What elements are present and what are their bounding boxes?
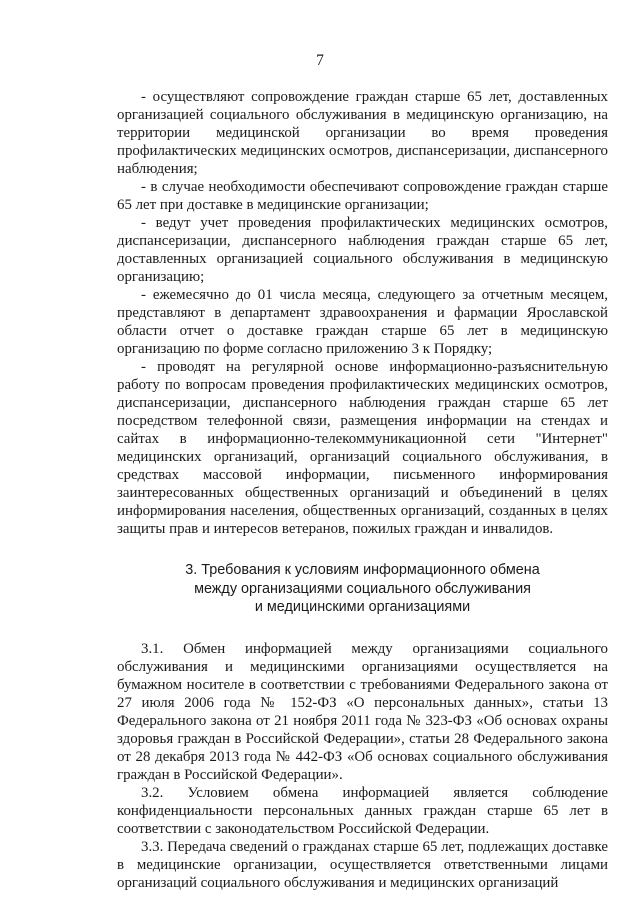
- bullet-paragraph: - проводят на регулярной основе информационно-разъяснительную работу по вопросам проведения профилактических медицинских осмотров, диспансеризации, диспансерного наблюдения граждан старше 65 лет посредством телефонной связи, размещения информации на стендах и сайтах в информационно-телекоммуникационной сети "Интернет" медицинских организаций, организаций социального обслуживания, в средствах массовой информации, письменного информирования заинтересованных общественных организаций и объединений в целях информирования населения, общественных организаций, созданных в целях защиты прав и интересов ветеранов, пожилых граждан и инвалидов.: [117, 359, 608, 537]
- section-heading-line: 3. Требования к условиям информационного обмена: [185, 562, 540, 578]
- page-body: [117, 88, 608, 892]
- section-heading-line: и медицинскими организациями: [254, 599, 471, 615]
- section-heading: [117, 561, 608, 617]
- bullet-paragraph: - осуществляют сопровождение граждан старше 65 лет, доставленных организацией социального обслуживания в медицинскую организацию, на территории медицинской организации во время проведения профилактических медицинских осмотров, диспансеризации, диспансерного наблюдения;: [117, 89, 608, 177]
- section-heading-line: между организациями социального обслуживания: [194, 580, 531, 597]
- bullet-paragraph: - в случае необходимости обеспечивают сопровождение граждан старше 65 лет при доставке в медицинские организации;: [117, 179, 608, 213]
- page-number: 7: [316, 52, 324, 69]
- section-paragraph: 3.2. Условием обмена информацией является соблюдение конфиденциальности персональных данных граждан старше 65 лет в соответствии с законодательством Российской Федерации.: [117, 784, 608, 837]
- bullet-paragraph: - ведут учет проведения профилактических медицинских осмотров, диспансеризации, диспансерного наблюдения граждан старше 65 лет, доставленных организацией социального обслуживания в медицинскую организацию;: [117, 215, 608, 285]
- section-paragraph: 3.1. Обмен информацией между организациями социального обслуживания и медицинскими организациями осуществляется на бумажном носителе в соответствии с требованиями Федерального закона от 27 июля 2006 года № 152-ФЗ «О персональных данных», статьи 13 Федерального закона от 21 ноября 2011 года № 323-ФЗ «Об основах охраны здоровья граждан в Российской Федерации», статьи 28 Федерального закона от 28 декабря 2013 года № 442-ФЗ «Об основах социального обслуживания граждан в Российской Федерации».: [117, 640, 608, 783]
- section-paragraph: 3.3. Передача сведений о гражданах старше 65 лет, подлежащих доставке в медицинские организации, осуществляется ответственными лицами организаций социального обслуживания и медицинских организаций: [117, 838, 608, 891]
- bullet-paragraph: - ежемесячно до 01 числа месяца, следующего за отчетным месяцем, представляют в департамент здравоохранения и фармации Ярославской области отчет о доставке граждан старше 65 лет в медицинскую организацию по форме согласно приложению 3 к Порядку;: [117, 287, 608, 357]
